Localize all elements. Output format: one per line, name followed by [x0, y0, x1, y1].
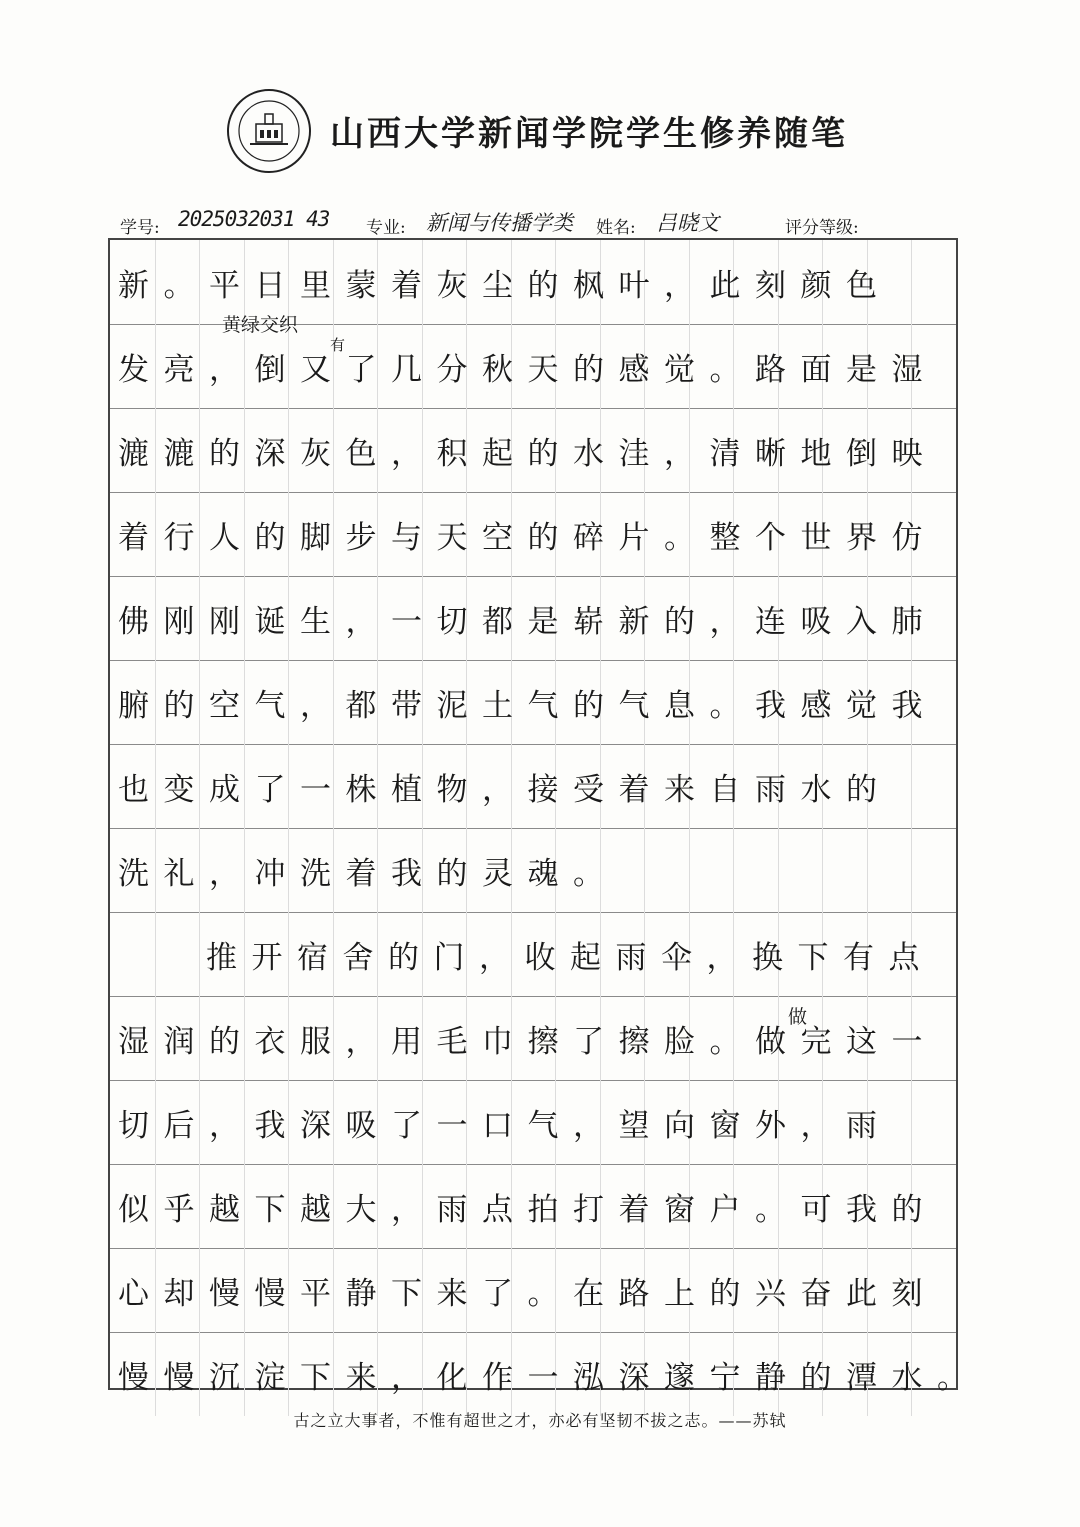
- major-label: 专业:: [366, 218, 406, 238]
- grade-label: 评分等级:: [785, 218, 859, 238]
- student-id-label: 学号:: [120, 218, 160, 238]
- student-id-value: 2025032031 43: [178, 207, 330, 231]
- insertion-annotation: 黄绿交织: [222, 314, 299, 336]
- page-title: 山西大学新闻学院学生修养随笔: [330, 114, 848, 154]
- essay-line-text: 佛刚刚诞生，一切都是崭新的，连吸入肺: [118, 604, 937, 640]
- essay-line-text: 漉漉的深灰色，积起的水洼，清晰地倒映: [118, 436, 937, 472]
- essay-line: [110, 1248, 956, 1333]
- essay-line: [110, 492, 956, 577]
- footer-quote: 古之立大事者，不惟有超世之才，亦必有坚韧不拔之志。——苏轼: [293, 1411, 787, 1430]
- essay-line-text: 湿润的衣服，用毛巾擦了擦脸。做完这一: [118, 1024, 937, 1060]
- essay-line: [110, 1080, 956, 1165]
- name-value: 吕晓文: [656, 211, 719, 235]
- essay-line-text: 着行人的脚步与天空的碎片。整个世界仿: [118, 520, 937, 556]
- essay-line: [110, 576, 956, 661]
- name-label: 姓名:: [596, 218, 636, 238]
- essay-line-text: 心却慢慢平静下来了。在路上的兴奋此刻: [118, 1276, 937, 1312]
- essay-line: [110, 912, 956, 997]
- essay-line-text: 洗礼，冲洗着我的灵魂。: [118, 856, 619, 892]
- major-value: 新闻与传播学类: [426, 211, 573, 235]
- essay-line: [110, 1332, 983, 1416]
- essay-line-text: 腑的空气，都带泥土气的气息。我感觉我: [118, 688, 937, 724]
- page-header: [0, 80, 1080, 190]
- insertion-annotation-small: 有: [330, 336, 346, 354]
- university-seal-icon: [226, 88, 312, 174]
- insertion-annotation-do: 做: [788, 1006, 808, 1028]
- essay-line-text: 发亮，倒又了几分秋天的感觉。路面是湿: [118, 352, 937, 388]
- essay-line-text: 新。平日里蒙着灰尘的枫叶，此刻颜色: [118, 268, 892, 304]
- essay-line-text: 似乎越下越大，雨点拍打着窗户。可我的: [118, 1192, 937, 1228]
- essay-line: [110, 408, 956, 493]
- student-info-bar: [120, 205, 980, 239]
- essay-line-text: 也变成了一株植物，接受着来自雨水的: [118, 772, 892, 808]
- essay-line-text: 慢慢沉淀下来，化作一泓深邃宁静的潭水。: [118, 1360, 983, 1396]
- essay-line: [110, 996, 956, 1081]
- essay-line-text: 推开宿舍的门，收起雨伞，换下有点: [206, 940, 934, 976]
- essay-line-text: 切后，我深吸了一口气，望向窗外，雨: [118, 1108, 892, 1144]
- essay-line: [110, 744, 956, 829]
- essay-line: [110, 1164, 956, 1249]
- essay-sheet: [108, 238, 983, 1396]
- essay-line: [110, 828, 956, 913]
- essay-line: [110, 660, 956, 745]
